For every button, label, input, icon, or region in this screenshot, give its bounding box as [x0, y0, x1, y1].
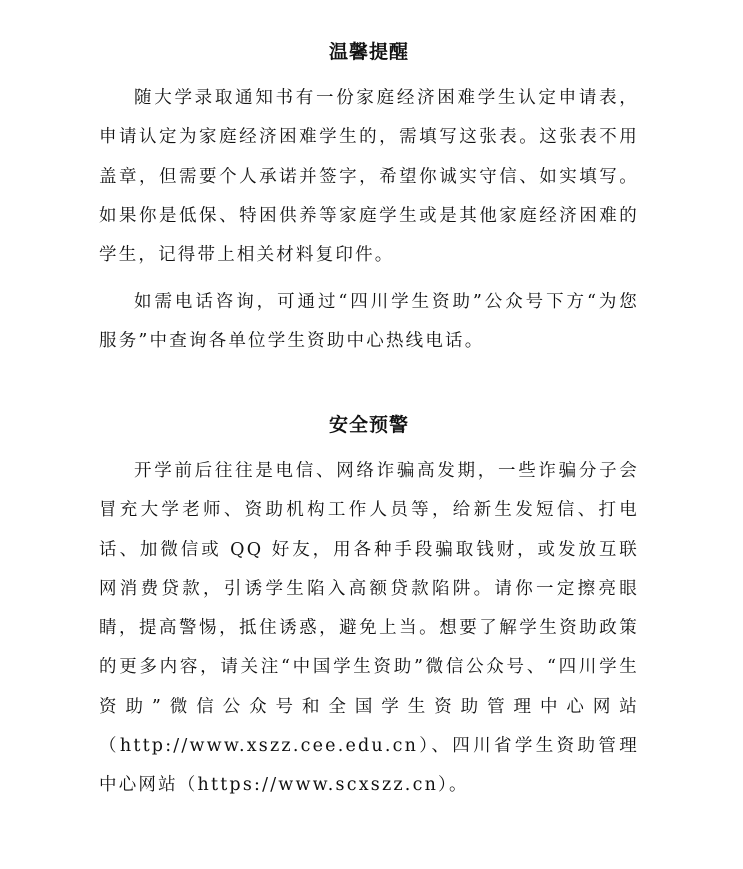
warning-paragraph-block [99, 452, 639, 806]
notice-paragraph-2-block [99, 283, 639, 362]
notice-paragraph-1: 随大学录取通知书有一份家庭经济困难学生认定申请表，申请认定为家庭经济困难学生的，需填写这张表。这张表不用盖章，但需要个人承诺并签字，希望你诚实守信、如实填写。如果你是低保、特困供养等家庭学生或是其他家庭经济困难的学生，记得带上相关材料复印件。 [99, 88, 639, 266]
notice-title: 温馨提醒 [328, 41, 409, 63]
notice-paragraph-2: 如需电话咨询，可通过“四川学生资助”公众号下方“为您服务”中查询各单位学生资助中心热线电话。 [99, 292, 639, 352]
warning-title: 安全预警 [328, 414, 409, 436]
warning-paragraph-1: 开学前后往往是电信、网络诈骗高发期，一些诈骗分子会冒充大学老师、资助机构工作人员等，给新生发短信、打电话、加微信或 QQ 好友，用各种手段骗取钱财，或发放互联网消费贷款，引诱学生陷入高额贷款陷阱。请你一定擦亮眼睛，提高警惕，抵住诱惑，避免上当。想要了解学生资助政策的更多内容，请关注“中国学生资助”微信公众号、“四川学生资助”微信公众号和全国学生资助管理中心网站（http://www.xszz.cee.edu.cn）、四川省学生资助管理中心网站（https://www.scxszz.cn）。 [99, 461, 639, 796]
notice-paragraph-1-block [99, 79, 639, 275]
